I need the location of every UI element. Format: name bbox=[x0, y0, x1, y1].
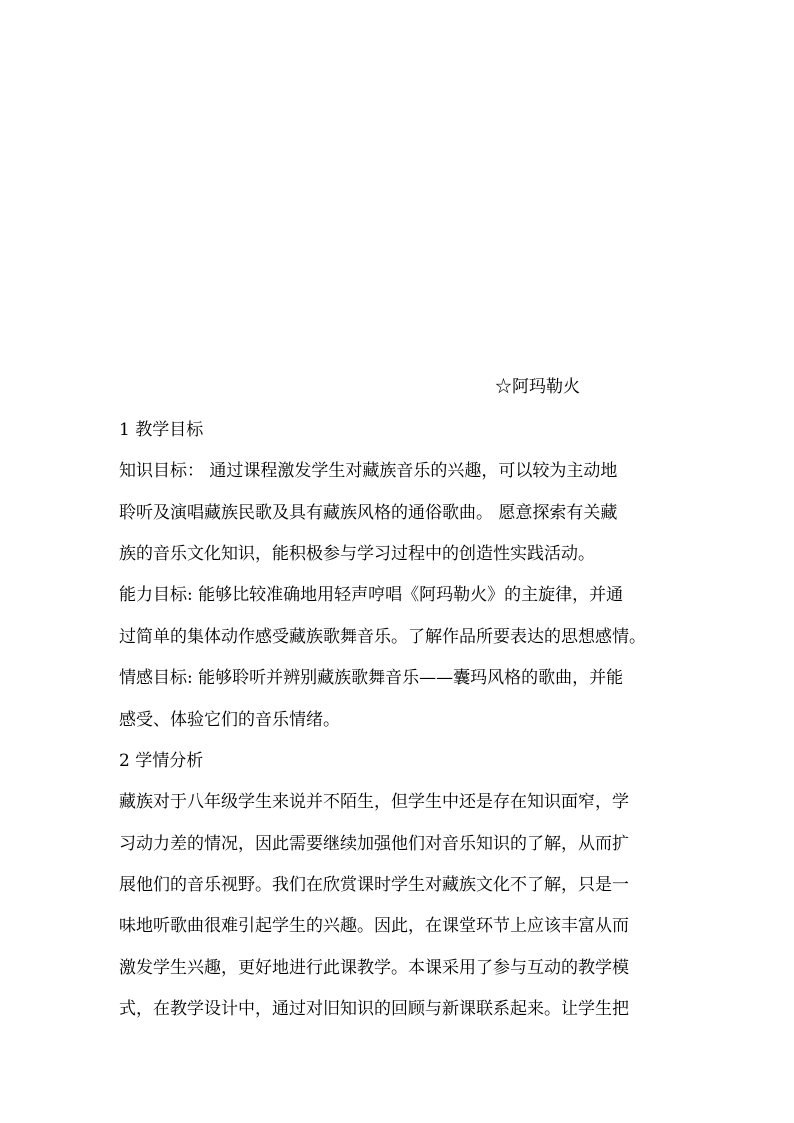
lesson-title: ☆阿玛勒火 bbox=[495, 377, 580, 397]
paragraph-line: 过简单的集体动作感受藏族歌舞音乐。了解作品所要表达的思想感情。 bbox=[119, 627, 646, 647]
paragraph-line: 藏族对于八年级学生来说并不陌生，但学生中还是存在知识面窄，学 bbox=[119, 792, 629, 812]
paragraph-line: 味地听歌曲很难引起学生的兴趣。因此，在课堂环节上应该丰富从而 bbox=[119, 916, 629, 936]
paragraph-line: 展他们的音乐视野。我们在欣赏课时学生对藏族文化不了解，只是一 bbox=[119, 875, 629, 895]
paragraph-line: 激发学生兴趣，更好地进行此课教学。本课采用了参与互动的教学模 bbox=[119, 958, 629, 978]
paragraph-line: 能力目标: 能够比较准确地用轻声哼唱《阿玛勒火》的主旋律，并通 bbox=[119, 585, 624, 605]
paragraph-line: 知识目标： 通过课程激发学生对藏族音乐的兴趣，可以较为主动地 bbox=[119, 461, 618, 481]
paragraph-line: 族的音乐文化知识，能积极参与学习过程中的创造性实践活动。 bbox=[119, 544, 595, 564]
paragraph-line: 式，在教学设计中，通过对旧知识的回顾与新课联系起来。让学生把 bbox=[119, 999, 629, 1019]
section-heading-teaching-goals: 1 教学目标 bbox=[119, 420, 204, 440]
paragraph-line: 聆听及演唱藏族民歌及具有藏族风格的通俗歌曲。 愿意探索有关藏 bbox=[119, 503, 618, 523]
paragraph-line: 习动力差的情况，因此需要继续加强他们对音乐知识的了解，从而扩 bbox=[119, 834, 629, 854]
paragraph-line: 情感目标: 能够聆听并辨别藏族歌舞音乐——囊玛风格的歌曲，并能 bbox=[119, 668, 624, 688]
section-heading-student-analysis: 2 学情分析 bbox=[119, 751, 204, 771]
paragraph-line: 感受、体验它们的音乐情绪。 bbox=[119, 710, 340, 730]
